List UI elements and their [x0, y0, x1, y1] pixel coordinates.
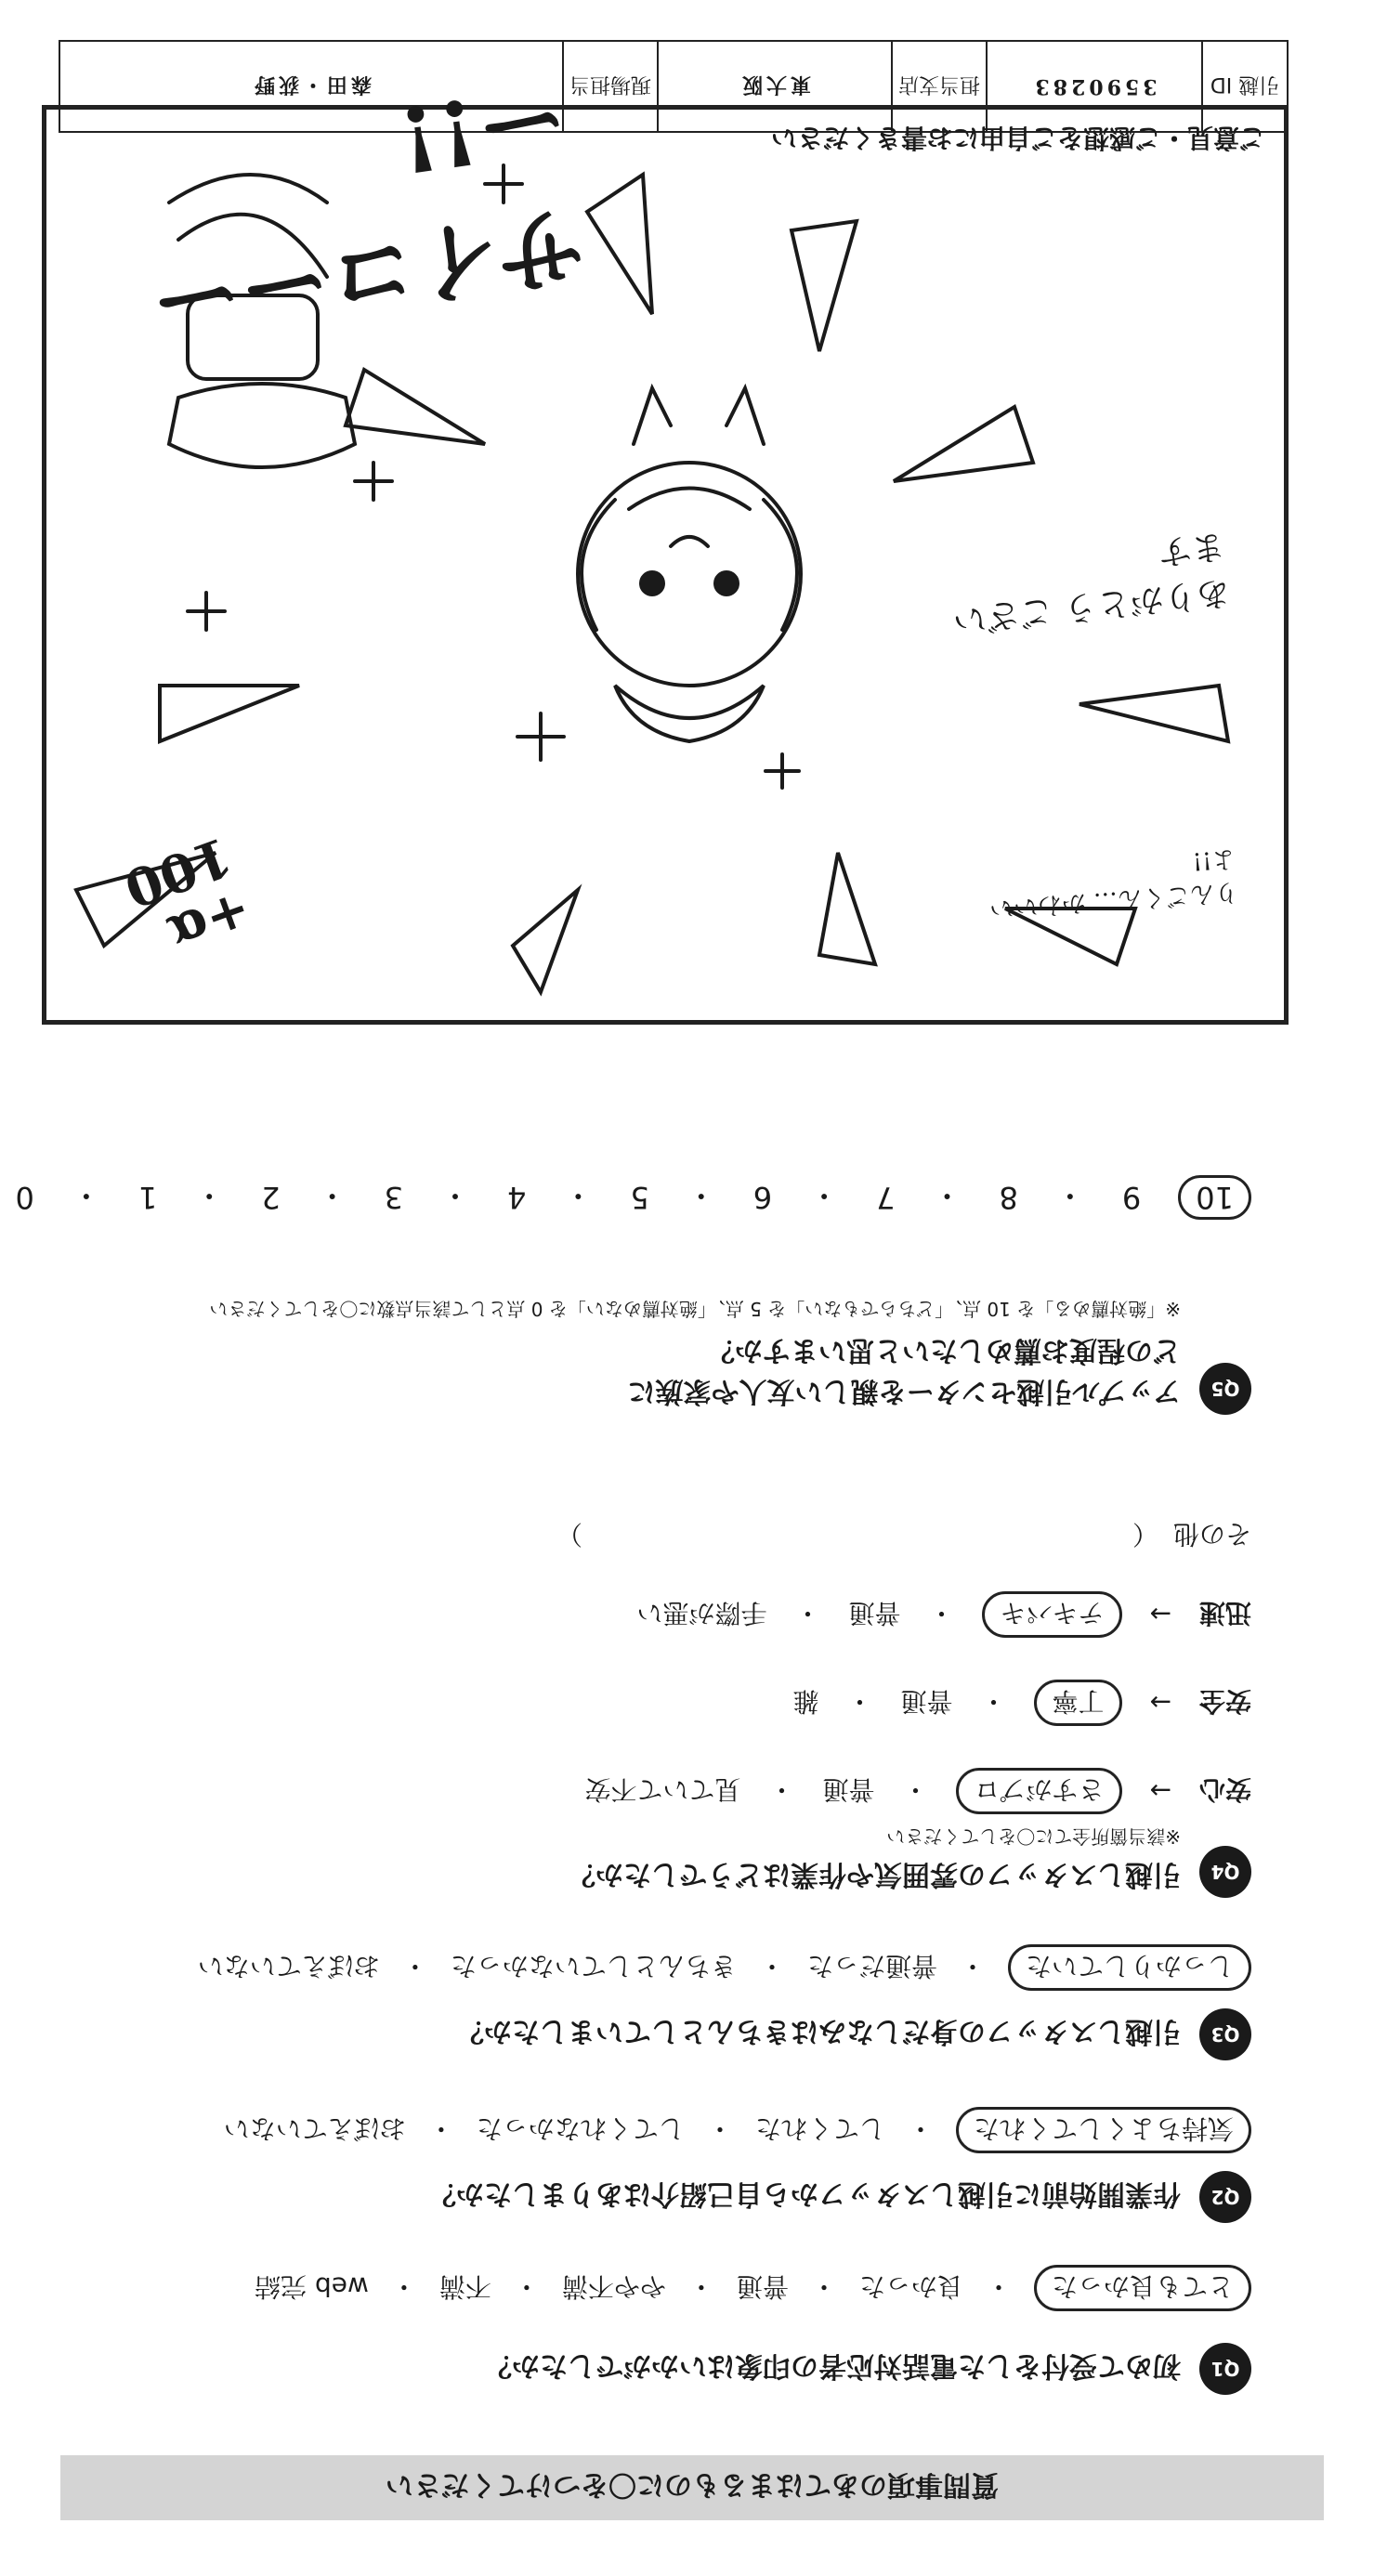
q1-badge: Q1 [1199, 2343, 1251, 2395]
q4-speed-option-3[interactable]: 手際が悪い [636, 1598, 767, 1628]
q3-question [456, 2008, 1251, 2060]
q3-options: しっかりしていた ・ 普通だった ・ きちんとしていなかった ・ おぼえていない [198, 1944, 1251, 1991]
q5-option-8[interactable]: 8 [999, 1180, 1018, 1215]
q4-speed-option-1[interactable]: テキパキ [983, 1591, 1122, 1638]
id-value: 3590283 [986, 42, 1201, 131]
q4-row-trust: 安心 → さすがプロ ・ 普通 ・ 見ていて不安 [584, 1768, 1251, 1814]
q5-option-4[interactable]: 4 [507, 1180, 527, 1215]
q3-badge: Q3 [1199, 2008, 1251, 2060]
q1-text: 初めて受付をした電話対応者の印象はいかがでしたか？ [484, 2349, 1181, 2382]
q4-trust-option-2[interactable]: 普通 [822, 1774, 875, 1805]
q2-options: 気持ちよくしてくれた ・ してくれた ・ してくれなかった ・ おぼえていない [224, 2107, 1251, 2153]
instruction-banner: 質問事項のあてはまるものに〇をつけてください [60, 2455, 1324, 2520]
q4-row-speed: 迅速 → テキパキ ・ 普通 ・ 手際が悪い [636, 1591, 1251, 1638]
q3-option-4[interactable]: おぼえていない [197, 1951, 380, 1981]
staff-value: 森田・荻野 [251, 72, 373, 98]
q4-safety-option-1[interactable]: 丁寧 [1035, 1680, 1122, 1726]
q4-trust-option-3[interactable]: 見ていて不安 [584, 1774, 741, 1805]
q5-option-10[interactable]: 10 [1178, 1175, 1251, 1220]
q4-speed-label: 迅速 [1198, 1598, 1251, 1628]
q4-row-safety: 安全 → 丁寧 ・ 普通 ・ 雑 [792, 1680, 1251, 1726]
q1-option-3[interactable]: 普通 [736, 2271, 789, 2302]
q4-question [568, 1824, 1251, 1898]
q1-option-1[interactable]: とても良かった [1034, 2265, 1251, 2311]
q5-note: ※「絶対薦める」を 10 点、「どちらでもない」を 5 点、「絶対薦めない」を 0 点として該当点数に〇をしてください [209, 1298, 1181, 1320]
q1-question [484, 2343, 1251, 2395]
q5-option-7[interactable]: 7 [876, 1180, 896, 1215]
q5-text-line1: アップル引越センターを親しい友人や家族に [627, 1375, 1181, 1407]
q5-option-2[interactable]: 2 [261, 1180, 281, 1215]
q4-other-label: その他 [1172, 1519, 1251, 1550]
q3-text: 引越しスタッフの身だしなみはきちんとしていましたか？ [456, 2015, 1181, 2047]
q1-option-4[interactable]: やや不満 [561, 2271, 666, 2302]
q4-speed-option-2[interactable]: 普通 [848, 1598, 901, 1628]
q2-option-1[interactable]: 気持ちよくしてくれた [956, 2107, 1251, 2153]
q4-text: 引越しスタッフの雰囲気や作業はどうでしたか？ [568, 1858, 1181, 1890]
q2-option-3[interactable]: してくれなかった [476, 2113, 685, 2144]
comment-thanks-text: ありがとう ございます [950, 526, 1232, 640]
q5-option-3[interactable]: 3 [384, 1180, 404, 1215]
q3-option-2[interactable]: 普通だった [806, 1951, 937, 1981]
q2-badge: Q2 [1199, 2171, 1251, 2223]
q4-trust-option-1[interactable]: さすがプロ [957, 1768, 1122, 1814]
q2-option-2[interactable]: してくれた [754, 2113, 885, 2144]
q4-speed-arrow: → [1149, 1599, 1171, 1630]
q4-safety-option-2[interactable]: 普通 [900, 1686, 953, 1717]
q4-trust-label: 安心 [1198, 1774, 1251, 1805]
q1-option-6[interactable]: web 完結 [255, 2271, 369, 2302]
staff-label: 現場担当 [562, 42, 657, 131]
q4-other-close: ） [556, 1519, 582, 1550]
q5-scale: 10 9 ・ 8 ・ 7 ・ 6 ・ 5 ・ 4 ・ 3 ・ 2 ・ 1 ・ 0 [16, 1175, 1251, 1220]
q4-safety-arrow: → [1149, 1687, 1171, 1719]
q5-option-9[interactable]: 9 [1121, 1180, 1142, 1215]
q1-option-2[interactable]: 良かった [858, 2271, 963, 2302]
q2-option-4[interactable]: おぼえていない [223, 2113, 406, 2144]
q5-option-0[interactable]: 0 [15, 1180, 34, 1215]
branch-value: 東大阪 [657, 42, 891, 131]
q2-question [428, 2171, 1251, 2223]
mascot-drawing [578, 388, 801, 741]
q5-option-6[interactable]: 6 [752, 1180, 773, 1215]
q1-option-5[interactable]: 不満 [438, 2271, 491, 2302]
q4-other-row [556, 1517, 1251, 1554]
q5-option-1[interactable]: 1 [137, 1180, 158, 1215]
id-label: 引越 ID [1201, 42, 1287, 131]
q4-safety-option-3[interactable]: 雑 [792, 1686, 819, 1717]
comment-big-text: サイコーーー!! [144, 65, 591, 357]
comment-small-text: りんごくん… かわいいよ!! [988, 843, 1239, 923]
q3-option-3[interactable]: きちんとしていなかった [450, 1951, 737, 1981]
q5-question [209, 1297, 1251, 1415]
q4-badge: Q4 [1199, 1846, 1251, 1898]
q3-option-1[interactable]: しっかりしていた [1008, 1944, 1251, 1991]
q5-option-5[interactable]: 5 [630, 1180, 649, 1215]
q4-note: ※該当箇所全てに〇をしてください [886, 1825, 1181, 1848]
q4-other-open: （ [1132, 1519, 1158, 1550]
q5-badge: Q5 [1199, 1363, 1251, 1415]
q2-text: 作業開始前に引越しスタッフから自己紹介はありましたか？ [428, 2177, 1181, 2210]
branch-label: 担当支店 [891, 42, 986, 131]
q1-options: とても良かった ・ 良かった ・ 普通 ・ やや不満 ・ 不満 ・ web 完結 [255, 2265, 1251, 2311]
q5-text-line2: どの程度お薦めしたいと思いますか？ [707, 1334, 1181, 1366]
q4-trust-arrow: → [1149, 1775, 1171, 1807]
comment-score-text: +α 100 [116, 825, 259, 965]
q4-safety-label: 安全 [1198, 1686, 1251, 1717]
q5-section [15, 1043, 1289, 1220]
comment-title: ご意見・ご感想をご自由にお書きください [770, 123, 1265, 153]
